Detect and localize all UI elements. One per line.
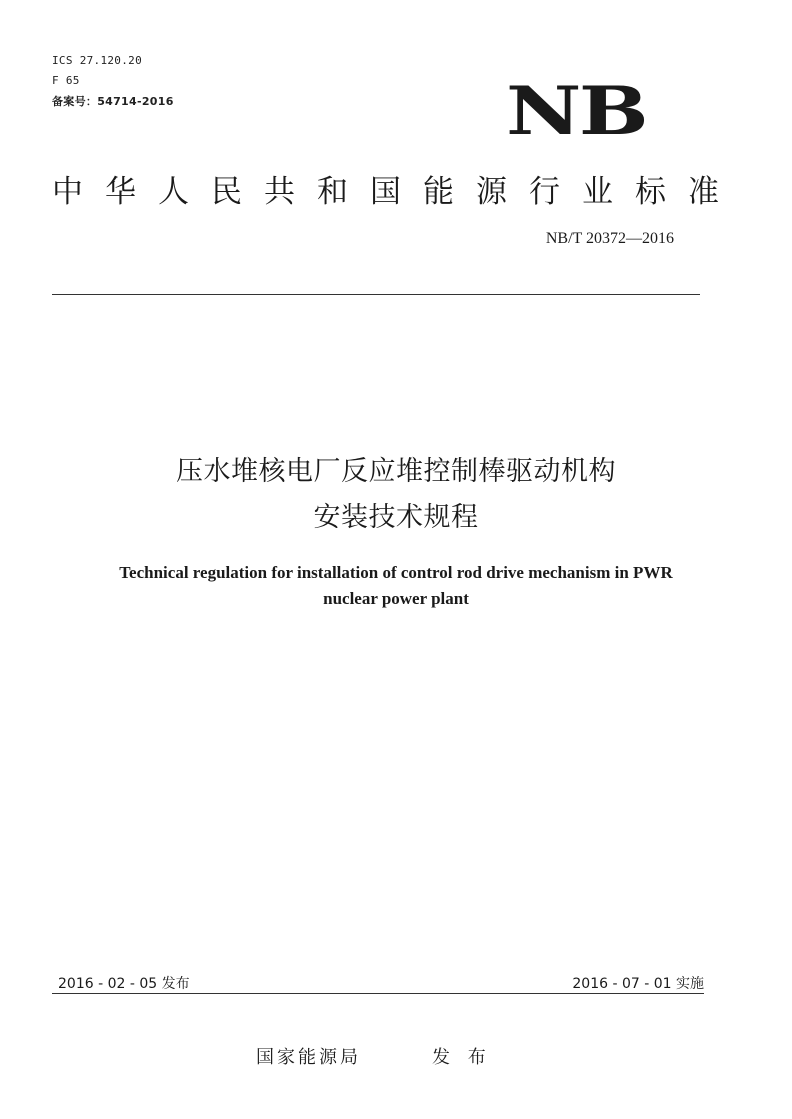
- classification-code: F 65: [52, 74, 80, 87]
- publisher-name: 国家能源局: [256, 1047, 361, 1068]
- publish-label: 发 布: [432, 1047, 492, 1068]
- implementation-date: 2016 - 07 - 01 实施: [572, 976, 704, 992]
- title-english-line-2: nuclear power plant: [323, 589, 469, 608]
- record-number: 备案号：54714-2016: [52, 95, 174, 108]
- footer-divider: [52, 993, 704, 994]
- title-chinese-line-2: 安装技术规程: [313, 502, 479, 533]
- title-english-line-1: Technical regulation for installation of control rod drive mechanism in PWR: [119, 563, 673, 582]
- ics-code: ICS 27.120.20: [52, 54, 142, 67]
- issue-date: 2016 - 02 - 05 发布: [58, 976, 190, 992]
- header-divider: [52, 294, 700, 295]
- nb-logo: NB: [506, 72, 647, 150]
- organization-title: 中华人民共和国能源行业标准: [52, 174, 741, 210]
- standard-number: NB/T 20372—2016: [545, 230, 674, 247]
- title-chinese-line-1: 压水堆核电厂反应堆控制棒驱动机构: [176, 456, 616, 487]
